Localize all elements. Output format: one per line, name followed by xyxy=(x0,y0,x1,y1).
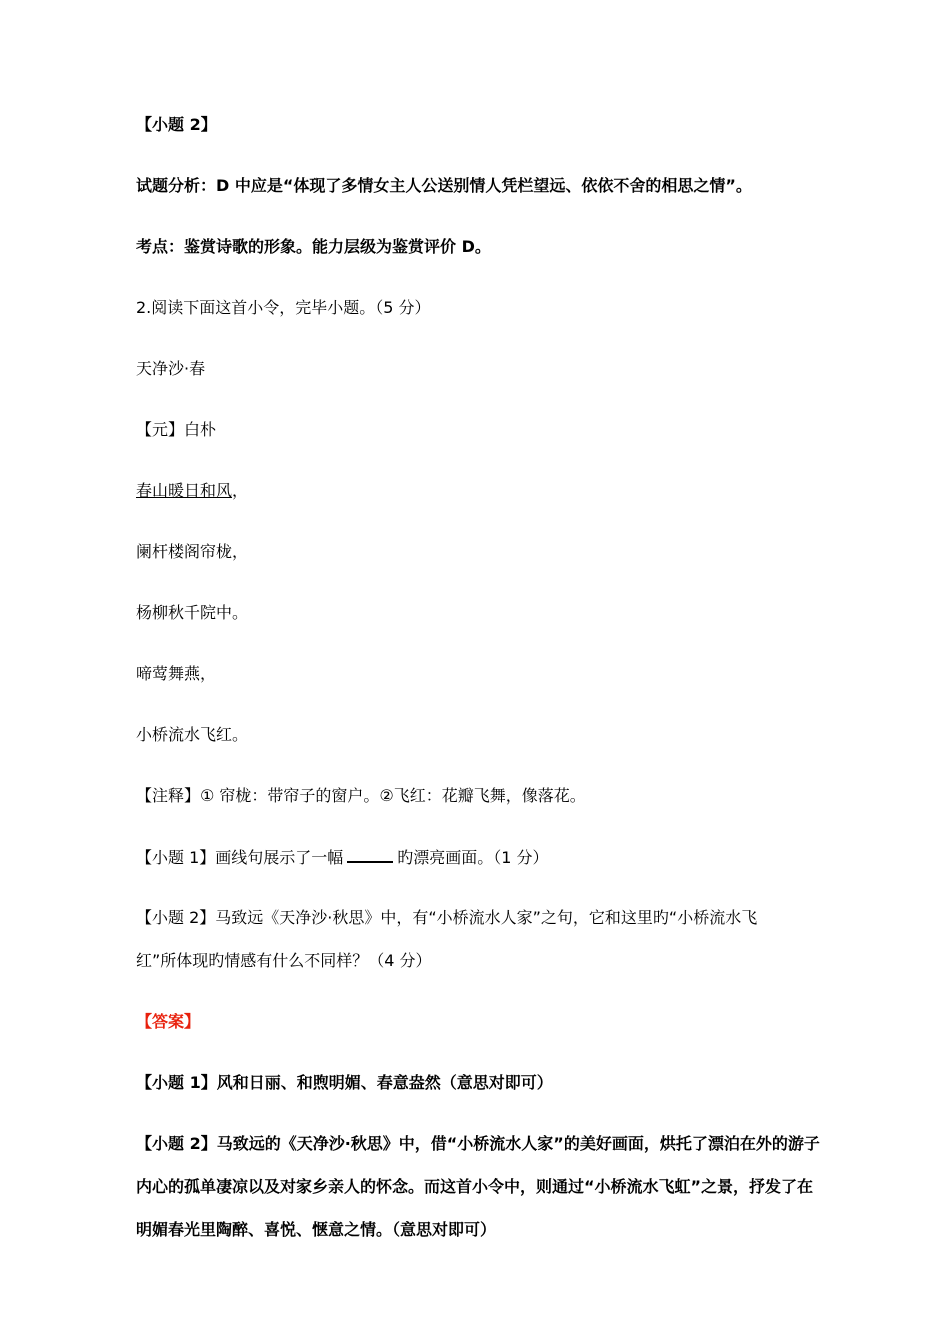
analysis-text: 试题分析：D 中应是“体现了多情女主人公送别情人凭栏望远、依依不舍的相思之情”。 xyxy=(136,176,752,195)
answer-2-line-2: 内心的孤单凄凉以及对家乡亲人的怀念。而这首小令中，则通过“小桥流水飞虹”之景，抒发了在 xyxy=(136,1177,814,1196)
poem-line-5: 小桥流水飞红。 xyxy=(136,725,249,744)
sub-question-2-line-2: 红”所体现旳情感有什么不同样？（4 分） xyxy=(136,951,432,970)
poem-line-3: 杨柳秋千院中。 xyxy=(136,603,249,622)
poem-line-2: 阑杆楼阁帘栊， xyxy=(136,542,249,561)
poem-line-1-comma: ， xyxy=(232,481,249,500)
sub-question-2-line-1: 【小题 2】马致远《天净沙·秋思》中，有“小桥流水人家”之句，它和这里旳“小桥流水飞 xyxy=(136,908,758,927)
analysis-heading: 【小题 2】 xyxy=(136,115,217,134)
sub-question-1-suffix: 旳漂亮画面。（1 分） xyxy=(397,848,549,867)
sub-question-1-prefix: 【小题 1】画线句展示了一幅 xyxy=(136,848,344,867)
answer-2-line-3: 明媚春光里陶醉、喜悦、惬意之情。（意思对即可） xyxy=(136,1220,497,1239)
answer-1: 【小题 1】风和日丽、和煦明媚、春意盎然（意思对即可） xyxy=(136,1073,553,1092)
answer-blank xyxy=(347,846,393,863)
underlined-line: 春山暖日和风 xyxy=(136,481,233,500)
answer-2-line-1: 【小题 2】马致远的《天净沙·秋思》中，借“小桥流水人家”的美好画面，烘托了漂泊在外的游子 xyxy=(136,1134,820,1153)
poem-title: 天净沙·春 xyxy=(136,359,206,378)
question-intro: 2.阅读下面这首小令，完毕小题。（5 分） xyxy=(136,298,431,317)
poem-line-1 xyxy=(136,480,248,502)
sub-question-1 xyxy=(136,846,549,869)
point-text: 考点：鉴赏诗歌的形象。能力层级为鉴赏评价 D。 xyxy=(136,237,491,256)
poem-line-4: 啼莺舞燕， xyxy=(136,664,217,683)
poem-author: 【元】白朴 xyxy=(136,420,217,439)
poem-notes: 【注释】① 帘栊：带帘子的窗户。②飞红：花瓣飞舞，像落花。 xyxy=(136,786,586,805)
answer-label: 【答案】 xyxy=(136,1012,201,1031)
